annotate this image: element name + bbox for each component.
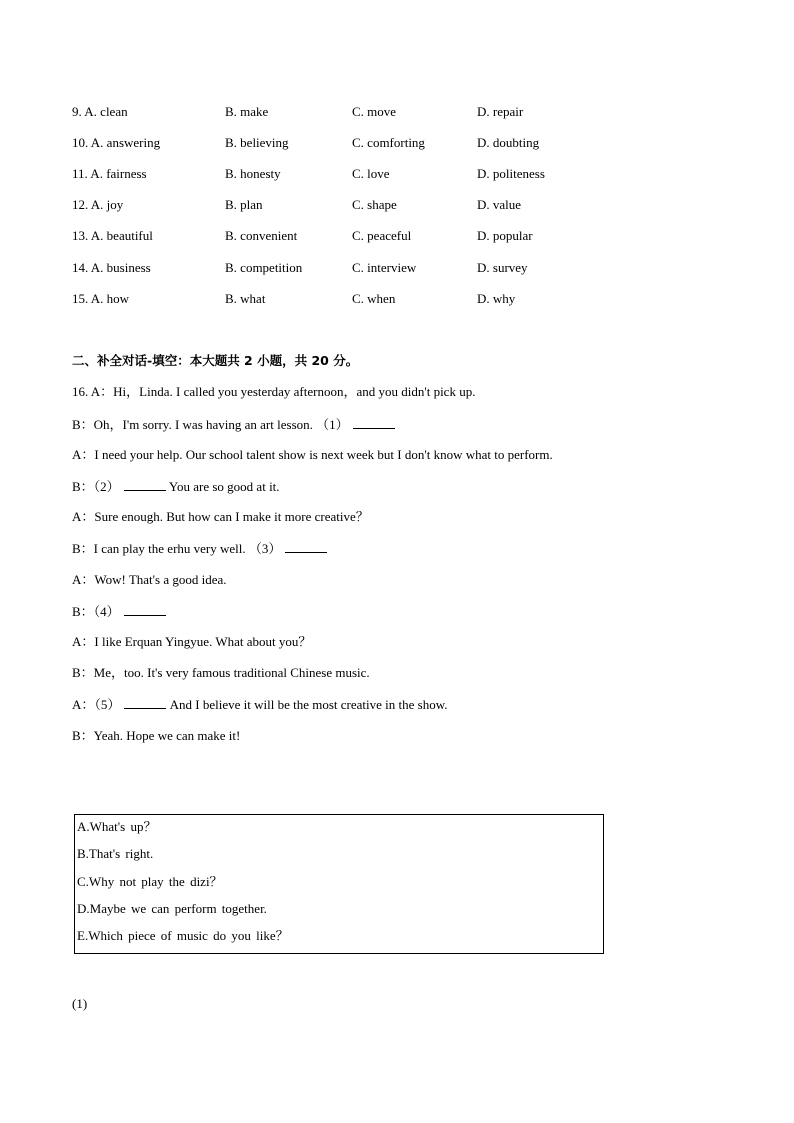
choice-item: E.Which piece of music do you like？ xyxy=(77,928,289,943)
option-d: D. popular xyxy=(477,228,533,243)
dialogue-line xyxy=(72,665,370,681)
choice-item: C.Why not play the dizi？ xyxy=(77,874,223,889)
option-d: D. doubting xyxy=(477,135,540,150)
choice-item: A.What's up？ xyxy=(77,819,157,834)
answer-blank[interactable] xyxy=(353,416,395,429)
dialogue-line xyxy=(72,384,475,400)
choices-box xyxy=(74,814,604,954)
option-b: B. what xyxy=(225,291,266,306)
dialogue-text: B：I can play the erhu very well. （3） xyxy=(72,541,282,556)
option-row xyxy=(72,166,592,182)
option-row xyxy=(72,228,592,244)
dialogue-text-after: And I believe it will be the most creative in the show. xyxy=(166,697,448,712)
dialogue-line xyxy=(72,509,369,525)
option-c: C. peaceful xyxy=(352,228,412,243)
answer-label: (1) xyxy=(72,996,88,1011)
option-d: D. why xyxy=(477,291,516,306)
option-a: 12. A. joy xyxy=(72,197,124,212)
option-b: B. honesty xyxy=(225,166,281,181)
section-heading: 二、补全对话-填空：本大题共 2 小题，共 20 分。 xyxy=(72,353,359,368)
option-c: C. shape xyxy=(352,197,397,212)
option-c: C. when xyxy=(352,291,396,306)
option-c: C. comforting xyxy=(352,135,425,150)
answer-blank[interactable] xyxy=(124,696,166,709)
choice-item: B.That's right. xyxy=(77,846,154,861)
dialogue-line xyxy=(72,634,311,650)
option-row xyxy=(72,291,592,307)
option-a: 11. A. fairness xyxy=(72,166,147,181)
option-d: D. repair xyxy=(477,104,524,119)
dialogue-line xyxy=(72,447,553,463)
option-c: C. move xyxy=(352,104,397,119)
option-a: 10. A. answering xyxy=(72,135,161,150)
option-d: D. value xyxy=(477,197,522,212)
dialogue-text: B：Yeah. Hope we can make it! xyxy=(72,728,241,743)
option-b: B. plan xyxy=(225,197,263,212)
option-b: B. competition xyxy=(225,260,303,275)
dialogue-line xyxy=(72,603,166,619)
dialogue-line xyxy=(72,572,227,588)
option-b: B. make xyxy=(225,104,269,119)
dialogue-text: A：（5） xyxy=(72,697,121,712)
dialogue-text: B：Oh，I'm sorry. I was having an art lesson. （1） xyxy=(72,417,349,432)
option-a: 13. A. beautiful xyxy=(72,228,153,243)
dialogue-line xyxy=(72,540,327,556)
option-a: 9. A. clean xyxy=(72,104,128,119)
option-b: B. believing xyxy=(225,135,289,150)
answer-blank[interactable] xyxy=(285,540,327,553)
option-c: C. love xyxy=(352,166,390,181)
dialogue-text: B：（2） xyxy=(72,479,120,494)
dialogue-line xyxy=(72,478,280,494)
dialogue-text: B：Me，too. It's very famous traditional Chinese music. xyxy=(72,665,370,680)
dialogue-text: 16. A：Hi，Linda. I called you yesterday afternoon，and you didn't pick up. xyxy=(72,384,476,399)
dialogue-text: A：Sure enough. But how can I make it more creative？ xyxy=(72,509,369,524)
dialogue-text: A：I need your help. Our school talent show is next week but I don't know what to perform. xyxy=(72,447,553,462)
option-c: C. interview xyxy=(352,260,417,275)
option-row xyxy=(72,104,592,120)
option-a: 14. A. business xyxy=(72,260,151,275)
option-d: D. politeness xyxy=(477,166,545,181)
dialogue-line xyxy=(72,416,395,432)
answer-blank[interactable] xyxy=(124,478,166,491)
dialogue-line xyxy=(72,728,240,744)
option-row xyxy=(72,197,592,213)
dialogue-text: A：Wow! That's a good idea. xyxy=(72,572,227,587)
option-b: B. convenient xyxy=(225,228,298,243)
answer-blank[interactable] xyxy=(124,603,166,616)
option-d: D. survey xyxy=(477,260,528,275)
dialogue-text-after: You are so good at it. xyxy=(165,479,280,494)
option-row xyxy=(72,260,592,276)
option-row xyxy=(72,135,592,151)
dialogue-text: B：（4） xyxy=(72,604,120,619)
dialogue-line xyxy=(72,696,448,712)
option-a: 15. A. how xyxy=(72,291,130,306)
choice-item: D.Maybe we can perform together. xyxy=(77,901,267,916)
dialogue-text: A：I like Erquan Yingyue. What about you？ xyxy=(72,634,312,649)
